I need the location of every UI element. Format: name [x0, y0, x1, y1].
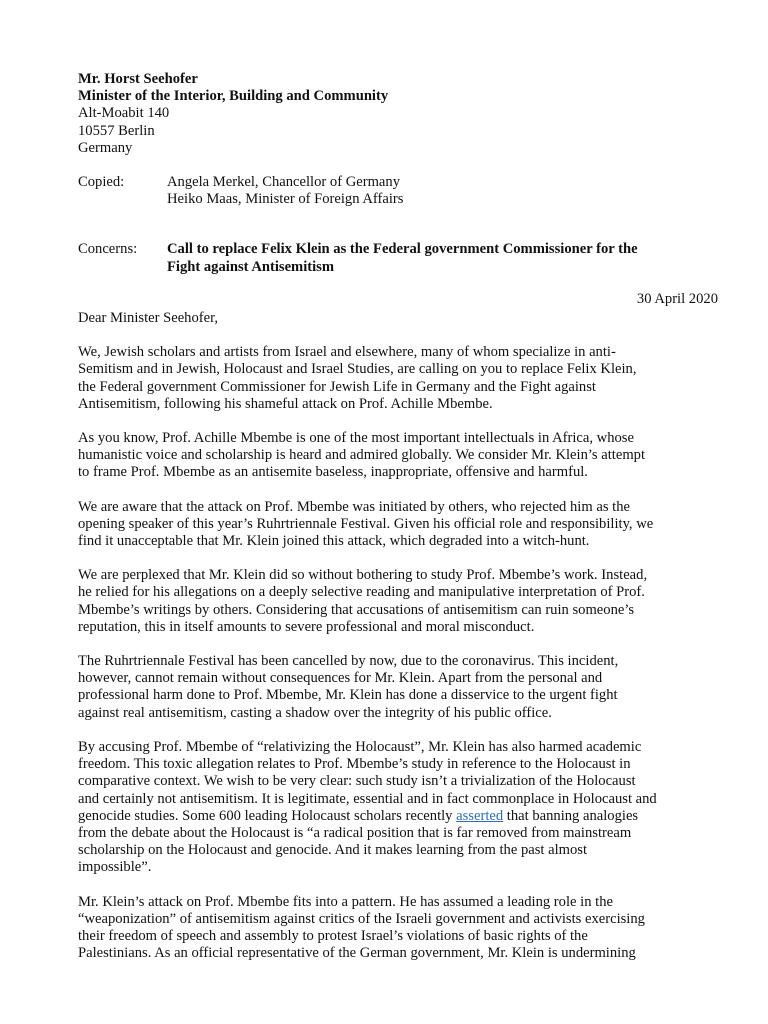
paragraph-line: against real antisemitism, casting a shadow over the integrity of his public office.	[78, 704, 552, 721]
paragraph-line: As you know, Prof. Achille Mbembe is one of the most important intellectuals in Africa, whose	[78, 430, 634, 447]
paragraph-line: By accusing Prof. Mbembe of “relativizing the Holocaust”, Mr. Klein has also harmed academic	[78, 738, 642, 755]
recipient-country: Germany	[78, 139, 133, 156]
salutation: Dear Minister Seehofer,	[78, 310, 219, 327]
concerns-line: Fight against Antisemitism	[167, 258, 335, 275]
concerns-line: Call to replace Felix Klein as the Federal government Commissioner for the	[167, 241, 638, 258]
recipient-address-line1: Alt-Moabit 140	[78, 105, 170, 122]
paragraph-line: scholarship on the Holocaust and genocide. And it makes learning from the past almost	[78, 842, 588, 859]
paragraph-line: comparative context. We wish to be very clear: such study isn’t a trivialization of the Holocaust	[78, 773, 636, 790]
paragraph-line: professional harm done to Prof. Mbembe, Mr. Klein has done a disservice to the urgent fight	[78, 687, 618, 704]
letter-page	[78, 71, 718, 962]
paragraph-line: he relied for his allegations on a deeply selective reading and manipulative interpretation of Prof.	[78, 584, 645, 601]
copied-entry: Heiko Maas, Minister of Foreign Affairs	[167, 191, 404, 208]
paragraph-7	[78, 894, 718, 963]
paragraph-line: “weaponization” of antisemitism against critics of the Israeli government and activists exercising	[78, 910, 645, 927]
recipient-name: Mr. Horst Seehofer	[78, 71, 198, 87]
paragraph-line: find it unacceptable that Mr. Klein joined this attack, which degraded into a witch-hunt.	[78, 533, 590, 550]
paragraph-line: however, cannot remain without consequences for Mr. Klein. Apart from the personal and	[78, 670, 603, 687]
paragraph-line: Mr. Klein’s attack on Prof. Mbembe fits into a pattern. He has assumed a leading role in the	[78, 893, 613, 910]
copied-entry: Angela Merkel, Chancellor of Germany	[167, 174, 401, 191]
recipient-address-line2: 10557 Berlin	[78, 122, 155, 139]
paragraph-line: the Federal government Commissioner for Jewish Life in Germany and the Fight against	[78, 378, 596, 395]
paragraph-line: opening speaker of this year’s Ruhrtriennale Festival. Given his official role and responsibility, we	[78, 515, 654, 532]
paragraph-3	[78, 499, 718, 551]
paragraph-line: their freedom of speech and assembly to protest Israel’s violations of basic rights of the	[78, 927, 588, 944]
paragraph-line: Semitism and in Jewish, Holocaust and Israel Studies, are calling on you to replace Felix Klein,	[78, 361, 637, 378]
paragraph-line: reputation, this in itself amounts to severe professional and moral misconduct.	[78, 618, 535, 635]
paragraph-text: that banning analogies	[503, 807, 639, 824]
paragraph-2	[78, 430, 718, 482]
copied-label: Copied:	[78, 174, 125, 191]
paragraph-line: impossible”.	[78, 859, 152, 876]
paragraph-line-with-link	[78, 808, 718, 825]
recipient-title: Minister of the Interior, Building and Community	[78, 88, 389, 105]
paragraph-line: from the debate about the Holocaust is “a radical position that is far removed from mainstream	[78, 824, 632, 841]
paragraph-line: We are aware that the attack on Prof. Mbembe was initiated by others, who rejected him as the	[78, 498, 630, 515]
recipient-block	[78, 71, 718, 157]
paragraph-text: genocide studies. Some 600 leading Holocaust scholars recently	[78, 807, 457, 824]
paragraph-6	[78, 739, 718, 877]
copied-section	[78, 174, 718, 208]
paragraph-line: We are perplexed that Mr. Klein did so without bothering to study Prof. Mbembe’s work. Instead,	[78, 567, 648, 584]
paragraph-line: humanistic voice and scholarship is heard and admired globally. We consider Mr. Klein’s attempt	[78, 447, 646, 464]
paragraph-line: We, Jewish scholars and artists from Israel and elsewhere, many of whom specialize in anti-	[78, 344, 616, 361]
paragraph-line: The Ruhrtriennale Festival has been cancelled by now, due to the coronavirus. This incident,	[78, 653, 619, 670]
paragraph-line: Antisemitism, following his shameful attack on Prof. Achille Mbembe.	[78, 395, 493, 412]
concerns-section	[78, 241, 718, 275]
paragraph-line: Mbembe’s writings by others. Considering that accusations of antisemitism can ruin someone’s	[78, 601, 635, 618]
paragraph-1	[78, 344, 718, 413]
paragraph-line: freedom. This toxic allegation relates to Prof. Mbembe’s study in reference to the Holocaust in	[78, 756, 631, 773]
concerns-label: Concerns:	[78, 241, 138, 258]
asserted-link[interactable]: asserted	[456, 807, 504, 824]
paragraph-4	[78, 567, 718, 636]
paragraph-line: and certainly not antisemitism. It is legitimate, essential and in fact commonplace in Holocaust and	[78, 790, 657, 807]
paragraph-5	[78, 653, 718, 722]
paragraph-line: to frame Prof. Mbembe as an antisemite baseless, inappropriate, offensive and harmful.	[78, 464, 588, 481]
letter-date: 30 April 2020	[636, 290, 718, 307]
paragraph-line: Palestinians. As an official representative of the German government, Mr. Klein is undermining	[78, 945, 636, 962]
